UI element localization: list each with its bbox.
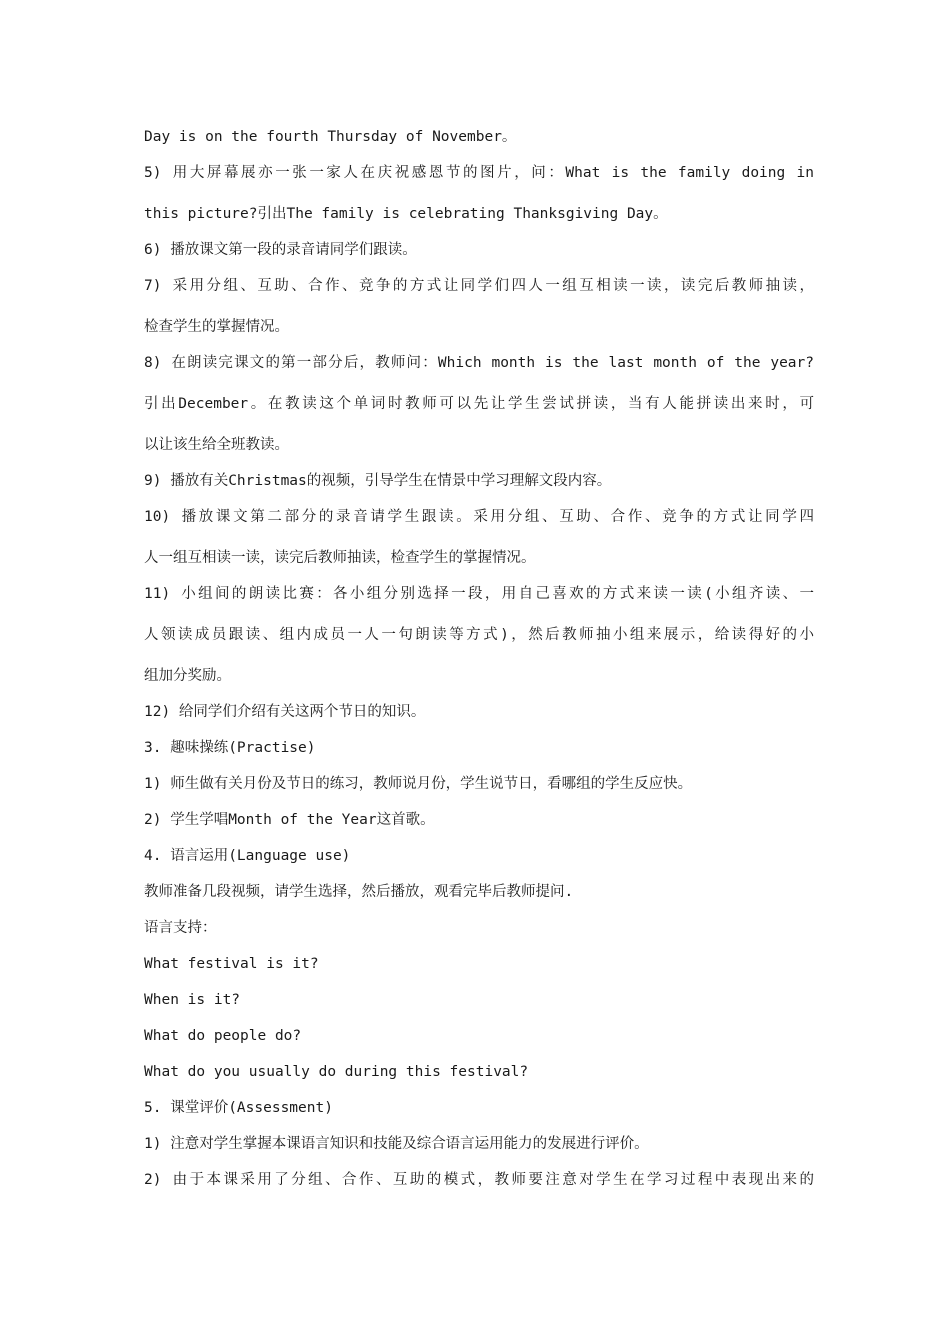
text-line: When is it? bbox=[144, 992, 241, 1008]
section-heading: 4. 语言运用(Language use) bbox=[144, 848, 351, 864]
text-line: 2) 学生学唱Month of the Year这首歌。 bbox=[144, 812, 435, 828]
section-heading: 3. 趣味操练(Practise) bbox=[144, 740, 316, 756]
text-line: 人领读成员跟读、组内成员一人一句朗读等方式)，然后教师抽小组来展示，给读得好的小 bbox=[144, 627, 814, 643]
text-line: 1) 师生做有关月份及节日的练习，教师说月份，学生说节日，看哪组的学生反应快。 bbox=[144, 776, 693, 792]
text-line: 组加分奖励。 bbox=[144, 668, 231, 684]
text-line: 7) 采用分组、互助、合作、竞争的方式让同学们四人一组互相读一读，读完后教师抽读， bbox=[144, 278, 814, 294]
section-heading: 5. 课堂评价(Assessment) bbox=[144, 1100, 333, 1116]
text-line: Day is on the fourth Thursday of November。 bbox=[144, 129, 517, 145]
text-line: What do people do? bbox=[144, 1028, 302, 1044]
text-line: 12) 给同学们介绍有关这两个节日的知识。 bbox=[144, 704, 426, 720]
text-line: 10) 播放课文第二部分的录音请学生跟读。采用分组、互助、合作、竞争的方式让同学四 bbox=[144, 509, 814, 525]
text-line: What festival is it? bbox=[144, 956, 319, 972]
text-line: 引出December。在教读这个单词时教师可以先让学生尝试拼读，当有人能拼读出来时，可 bbox=[144, 396, 814, 412]
text-line: 人一组互相读一读，读完后教师抽读，检查学生的掌握情况。 bbox=[144, 550, 536, 566]
text-line: 5) 用大屏幕展亦一张一家人在庆祝感恩节的图片，问：What is the family doing in bbox=[144, 165, 814, 181]
text-line: 检查学生的掌握情况。 bbox=[144, 319, 289, 335]
text-line: 以让该生给全班教读。 bbox=[144, 437, 289, 453]
text-line: What do you usually do during this festival? bbox=[144, 1064, 529, 1080]
text-line: 6) 播放课文第一段的录音请同学们跟读。 bbox=[144, 242, 417, 258]
text-line: 语言支持： bbox=[144, 920, 217, 936]
text-line: 9) 播放有关Christmas的视频，引导学生在情景中学习理解文段内容。 bbox=[144, 473, 612, 489]
text-line: 2) 由于本课采用了分组、合作、互助的模式，教师要注意对学生在学习过程中表现出来的 bbox=[144, 1172, 814, 1188]
text-line: 11) 小组间的朗读比赛：各小组分别选择一段，用自己喜欢的方式来读一读(小组齐读、一 bbox=[144, 586, 814, 602]
text-line: 8) 在朗读完课文的第一部分后，教师问：Which month is the last month of the year? bbox=[144, 355, 814, 371]
text-line: 教师准备几段视频，请学生选择，然后播放，观看完毕后教师提问. bbox=[144, 884, 574, 900]
text-line: 1) 注意对学生掌握本课语言知识和技能及综合语言运用能力的发展进行评价。 bbox=[144, 1136, 649, 1152]
text-line: this picture?引出The family is celebrating Thanksgiving Day。 bbox=[144, 206, 668, 222]
